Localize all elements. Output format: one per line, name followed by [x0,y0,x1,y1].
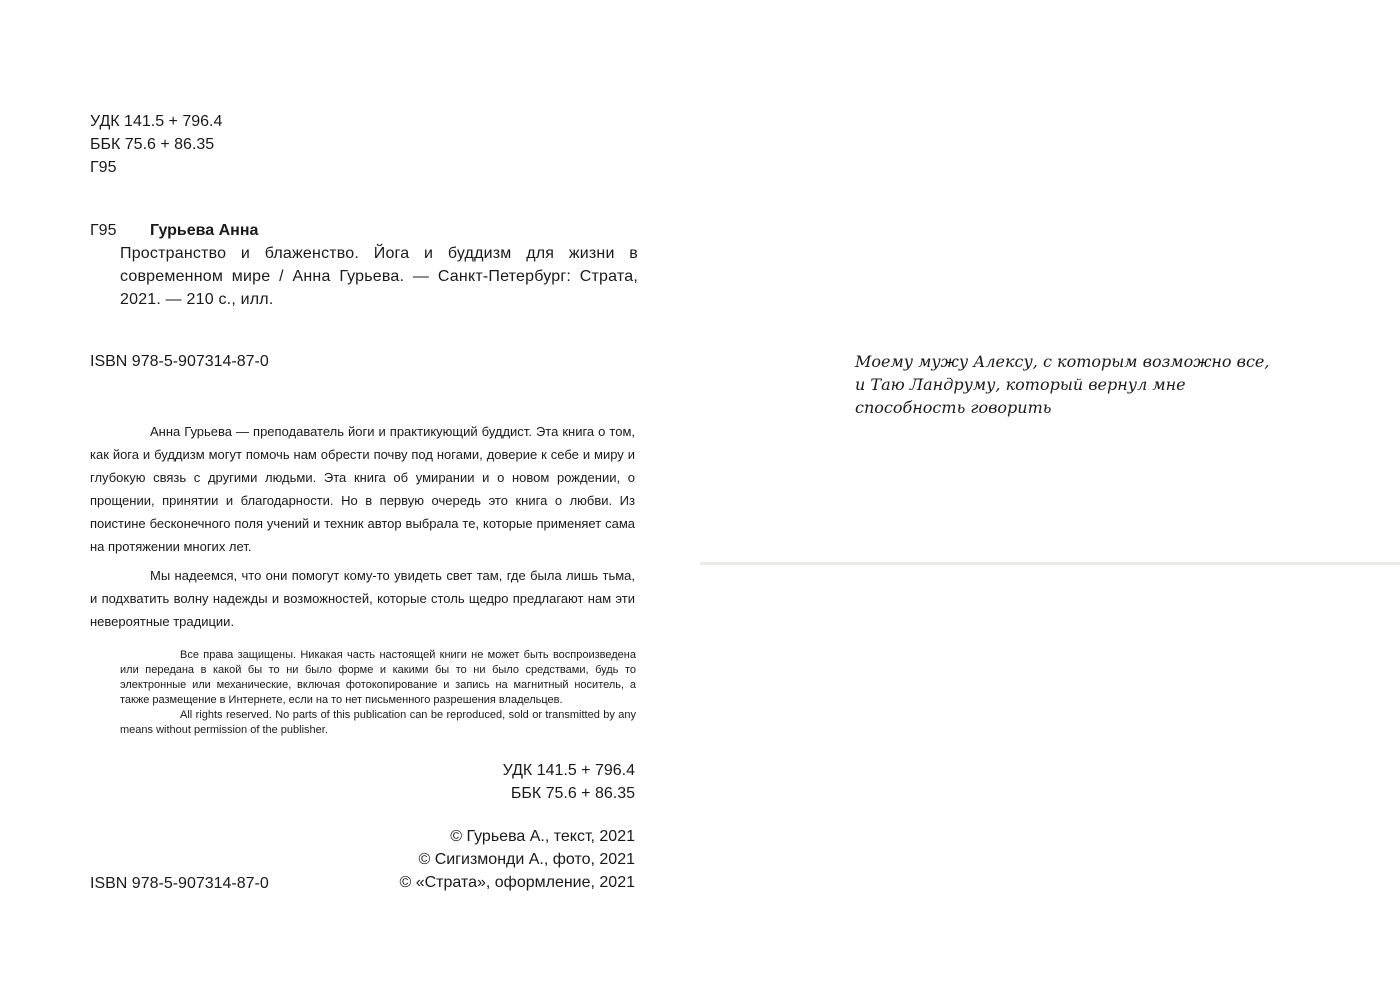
catalog-entry-author: Гурьева Анна [150,222,259,239]
book-annotation [90,420,635,639]
copyright-line: © Сигизмонди А., фото, 2021 [418,851,635,868]
rights-notice-ru: Все права защищены. Никакая часть настоящей книги не может быть воспроизведена или передана в какой бы то ни было форме и какими бы то ни было средствами, будь то электронные или механические, включая фотокопирование и запись на магнитный носитель, а также размещение в Интернете, если на то нет письменного разрешения владельцев. [120,649,636,706]
udk-code: УДК 141.5 + 796.4 [90,113,223,130]
catalog-entry-description: Пространство и блаженство. Йога и буддизм для жизни в современном мире / Анна Гурьева. — Санкт-Петербург: Страта, 2021. — 210 с., илл. [120,245,638,308]
dedication-line: и Таю Ландруму, который вернул мне [855,375,1186,394]
annotation-paragraph: Мы надеемся, что они помогут кому-то увидеть свет там, где была лишь тьма, и подхватить волну надежды и возможностей, которые столь щедро предлагают нам эти невероятные традиции. [90,568,635,629]
bbk-code: ББК 75.6 + 86.35 [90,136,215,153]
bbk-code: ББК 75.6 + 86.35 [510,785,635,802]
dedication [855,350,1275,419]
copyright-block [399,825,635,894]
right-page [700,0,1400,1000]
isbn-bottom: ISBN 978-5-907314-87-0 [90,875,269,892]
page-divider-line [700,562,1400,565]
dedication-line: Моему мужу Алексу, с которым возможно все, [855,352,1270,371]
annotation-paragraph: Анна Гурьева — преподаватель йоги и практикующий буддист. Эта книга о том, как йога и буддизм могут помочь нам обрести почву под ногами, доверие к себе и миру и глубокую связь с другими людьми. Эта книга об умирании и о новом рождении, о прощении, принятии и благодарности. Но в первую очередь это книга о любви. Из поистине бесконечного поля учений и техник автор выбрала те, которые применяет сама на протяжении многих лет. [90,424,635,554]
author-mark: Г95 [90,159,117,176]
copyright-line: © Гурьева А., текст, 2021 [450,828,635,845]
udk-code: УДК 141.5 + 796.4 [502,762,635,779]
isbn-top: ISBN 978-5-907314-87-0 [90,353,269,370]
dedication-line: способность говорить [855,398,1052,417]
rights-notice [120,648,636,738]
classification-codes-bottom [503,759,635,805]
rights-notice-en: All rights reserved. No parts of this publication can be reproduced, sold or transmitted by any means without permission of the publisher. [120,709,636,736]
copyright-line: © «Страта», оформление, 2021 [399,874,635,891]
catalog-entry-code: Г95 [90,222,117,239]
classification-codes-top [90,110,222,179]
